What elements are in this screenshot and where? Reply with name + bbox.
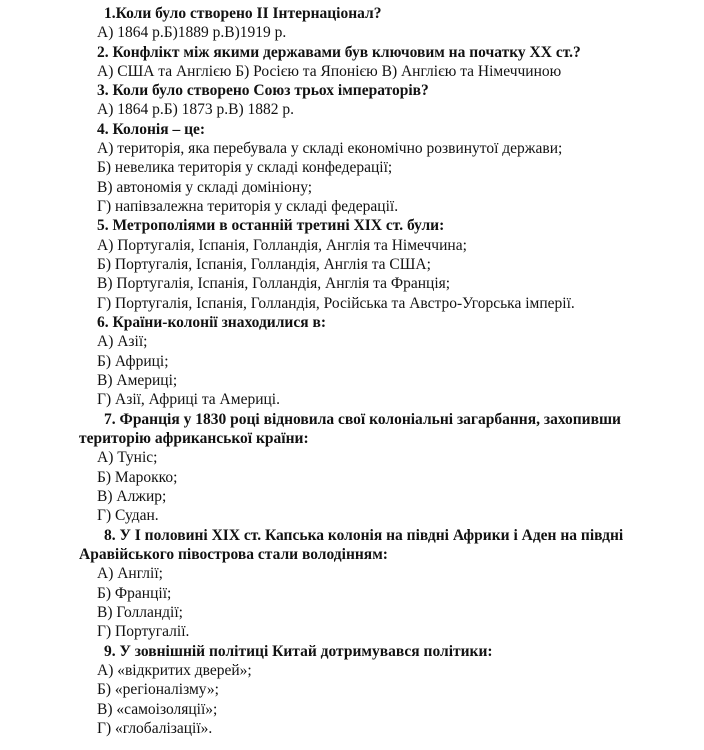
question-9: 9. У зовнішній політиці Китай дотримувався політики: bbox=[104, 643, 493, 660]
question-7-continued: територію африканської країни: bbox=[79, 430, 309, 447]
answer-option: А) Англії; bbox=[97, 565, 163, 582]
answer-option: Б) Африці; bbox=[97, 353, 169, 370]
question-8-continued: Аравійського півострова стали володінням: bbox=[79, 546, 388, 563]
answer-option: Г) напівзалежна територія у складі федерації. bbox=[97, 198, 399, 215]
answer-option: Б) Португалія, Іспанія, Голландія, Англія та США; bbox=[97, 256, 431, 273]
question-2: 2. Конфлікт між якими державами був ключовим на початку ХХ ст.? bbox=[97, 44, 581, 61]
answer-option: В) Голландії; bbox=[97, 604, 183, 621]
question-3: 3. Коли було створено Союз трьох імператорів? bbox=[97, 82, 429, 99]
question-5: 5. Метрополіями в останній третині ХІХ ст. були: bbox=[97, 217, 445, 234]
answer-option: Б) Марокко; bbox=[97, 469, 178, 486]
answer-row-q3: А) 1864 р.Б) 1873 р.В) 1882 р. bbox=[97, 101, 295, 118]
answer-option: В) Алжир; bbox=[97, 488, 167, 505]
answer-option: Г) Португалії. bbox=[97, 623, 190, 640]
question-1: 1.Коли було створено ІІ Інтернаціонал? bbox=[104, 5, 382, 22]
answer-row-q1: А) 1864 р.Б)1889 р.В)1919 р. bbox=[97, 24, 287, 41]
answer-option: Г) Судан. bbox=[97, 507, 159, 524]
question-6: 6. Країни-колонії знаходилися в: bbox=[97, 314, 327, 331]
answer-row-q2: А) США та Англією Б) Росією та Японією В) Англією та Німеччиною bbox=[97, 63, 562, 80]
answer-option: Г) Португалія, Іспанія, Голландія, Російська та Австро-Угорська імперії. bbox=[97, 295, 575, 312]
answer-option: Г) «глобалізації». bbox=[97, 720, 213, 737]
answer-option: А) територія, яка перебувала у складі економічно розвинутої держави; bbox=[97, 140, 563, 157]
question-4: 4. Колонія – це: bbox=[97, 121, 206, 138]
answer-option: В) Америці; bbox=[97, 372, 178, 389]
question-7: 7. Франція у 1830 році відновила свої колоніальні загарбання, захопивши bbox=[104, 411, 621, 428]
answer-option: Б) «регіоналізму»; bbox=[97, 681, 219, 698]
answer-option: В) «самоізоляції»; bbox=[97, 701, 218, 718]
answer-option: Б) Франції; bbox=[97, 585, 172, 602]
answer-option: А) Азії; bbox=[97, 333, 148, 350]
answer-option: А) Португалія, Іспанія, Голландія, Англія та Німеччина; bbox=[97, 237, 467, 254]
answer-option: В) Португалія, Іспанія, Голландія, Англія та Франція; bbox=[97, 275, 451, 292]
answer-option: В) автономія у складі домініону; bbox=[97, 179, 313, 196]
question-8: 8. У І половині ХІХ ст. Капська колонія на півдні Африки і Аден на півдні bbox=[104, 527, 624, 544]
answer-option: Г) Азії, Африці та Америці. bbox=[97, 391, 280, 408]
answer-option: А) «відкритих дверей»; bbox=[97, 662, 252, 679]
answer-option: А) Туніс; bbox=[97, 449, 158, 466]
answer-option: Б) невелика територія у складі конфедерації; bbox=[97, 159, 393, 176]
